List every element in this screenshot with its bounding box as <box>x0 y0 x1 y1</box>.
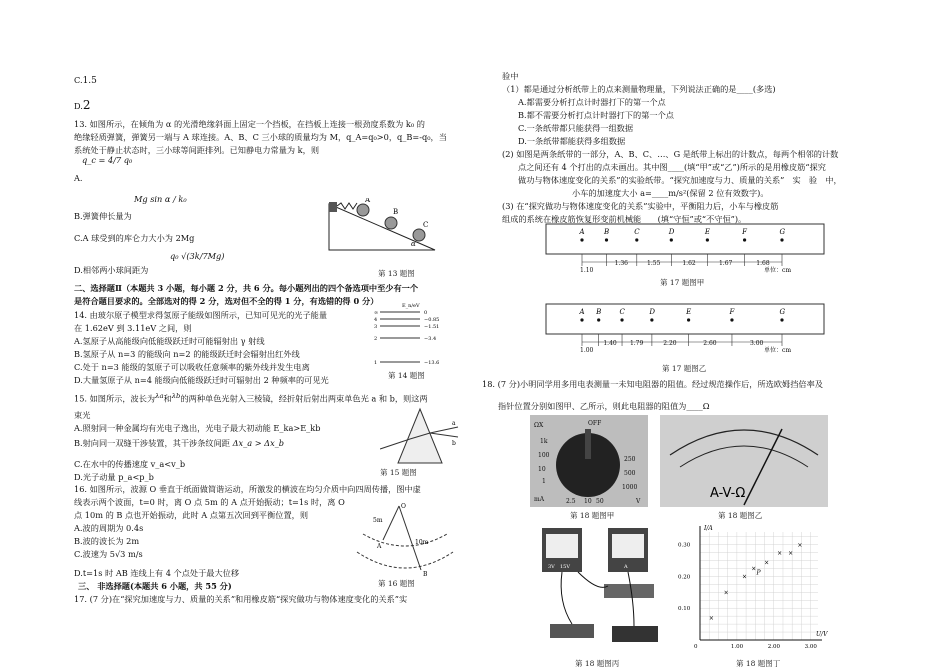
q13-option-b-formula: Mg sin α / k₀ <box>134 194 187 204</box>
svg-text:1: 1 <box>542 478 546 485</box>
tape-point <box>580 238 583 241</box>
svg-text:A: A <box>624 564 628 570</box>
svg-text:OFF: OFF <box>588 420 602 427</box>
q13-line2: 绝缘轻质弹簧，弹簧另一端与 A 球连接。A、B、C 三小球的质量均为 M，q_A=q₀>0，q_B=-q₀，当 <box>74 132 447 142</box>
q14-option-c: C.处于 n=3 能级的氢原子可以吸收任意频率的紫外线并发生电离 <box>74 362 310 372</box>
tape-point <box>687 318 690 321</box>
svg-text:−13.6: −13.6 <box>424 360 440 366</box>
q14-option-d: D.大量氢原子从 n=4 能级向低能级跃迁时可辐射出 2 种频率的可见光 <box>74 375 329 385</box>
q17-line1: 17. (7 分)在“探究加速度与力、质量的关系”和用橡皮筋“探究做功与物体速度变化的关系”实 <box>74 594 408 604</box>
q17-line2: 验中 <box>502 71 519 81</box>
y-tick-label: 0.20 <box>678 574 691 581</box>
tape-gap-label: 1.55 <box>647 260 661 267</box>
tape-gap-label: 1.10 <box>580 267 594 274</box>
q14-line1: 14. 由玻尔原子模型求得氢原子能级如图所示，已知可见光的光子能量 <box>74 310 328 320</box>
q16-line3: 点 10m 的 B 点也开始振动，此时 A 点第五次回到平衡位置，则 <box>74 510 309 520</box>
svg-text:0: 0 <box>424 310 428 316</box>
meter-face-photo <box>660 415 828 507</box>
svg-text:b: b <box>452 440 456 447</box>
section3-heading: 三、 非选择题(本题共 6 小题，共 55 分) <box>78 581 232 591</box>
data-point: × <box>797 541 803 549</box>
data-point: × <box>788 549 794 557</box>
svg-text:5m: 5m <box>373 517 383 524</box>
tape-yi-figure <box>540 302 830 354</box>
q13-option-d: D.相邻两小球间距为 <box>74 265 149 275</box>
sphere-b <box>385 217 397 229</box>
tape-point <box>620 318 623 321</box>
q15-line2: 束光 <box>74 410 91 420</box>
tape-gap-label: 1.62 <box>682 260 696 267</box>
data-point: × <box>708 614 714 622</box>
tape-point <box>650 318 653 321</box>
q14-figure-caption: 第 14 题图 <box>388 371 425 380</box>
tape-point-label: F <box>729 308 735 316</box>
svg-text:250: 250 <box>624 456 636 463</box>
svg-text:a: a <box>452 420 456 427</box>
q17-part1-option-b: B.都不需要分析打点计时器打下的第一个点 <box>518 110 674 120</box>
multimeter-dial-photo <box>530 415 648 507</box>
data-point: × <box>777 549 783 557</box>
svg-text:mA: mA <box>534 496 545 503</box>
tape-point-label: D <box>668 228 675 236</box>
q16-option-d: D.t=1s 时 AB 连线上有 4 个点处于最大位移 <box>74 568 240 578</box>
tape-gap-label: 1.36 <box>614 260 629 267</box>
fig18-ding-caption: 第 18 题图丁 <box>736 659 781 668</box>
q16-figure-caption: 第 16 题图 <box>378 579 415 588</box>
svg-text:O: O <box>401 503 406 510</box>
x-tick-label: 3.00 <box>804 644 817 650</box>
q15-option-c: C.在水中的传播速度 v_a<v_b <box>74 459 186 469</box>
svg-text:1: 1 <box>374 360 378 366</box>
svg-text:50: 50 <box>596 498 604 505</box>
svg-text:ΩX: ΩX <box>534 422 544 429</box>
section2-heading-line2: 是符合题目要求的。全部选对的得 2 分，选对但不全的得 1 分，有选错的得 0 分） <box>74 296 379 306</box>
tape-jia-caption: 第 17 题图甲 <box>660 278 705 287</box>
tape-point-label: C <box>619 308 625 316</box>
tape-point <box>730 318 733 321</box>
svg-text:4: 4 <box>374 317 378 323</box>
svg-text:100: 100 <box>538 452 550 459</box>
svg-text:α: α <box>411 240 416 248</box>
svg-text:∞: ∞ <box>374 310 379 316</box>
q15-option-a: A.照射同一种金属均有光电子逸出，光电子最大初动能 E_ka>E_kb <box>74 423 321 433</box>
tape-point-label: G <box>779 308 786 316</box>
section2-heading-line1: 二、选择题Ⅱ（本题共 3 小题，每小题 2 分，共 6 分。每小题列出的四个备选项中至少有一个 <box>74 283 419 293</box>
y-tick-label: 0.10 <box>678 606 691 613</box>
q14-line2: 在 1.62eV 到 3.11eV 之间，则 <box>74 323 192 333</box>
q15-option-d: D.光子动量 p_a<p_b <box>74 472 154 482</box>
svg-text:−3.4: −3.4 <box>424 336 437 342</box>
tape-yi-caption: 第 17 题图乙 <box>662 364 707 373</box>
svg-text:−0.85: −0.85 <box>424 317 440 323</box>
q16-wave-figure <box>355 500 455 578</box>
q17-part1-option-c: C.一条纸带都只能获得一组数据 <box>518 123 634 133</box>
iu-graph <box>678 520 828 658</box>
q16-line2: 线表示两个波面，t=0 时，离 O 点 5m 的 A 点开始振动；t=1s 时，离 O <box>74 497 345 507</box>
q13-incline-figure <box>325 198 445 268</box>
q13-option-b: B.弹簧伸长量为 <box>74 211 132 221</box>
tape-point-label: B <box>596 308 602 316</box>
q16-line1: 16. 如图所示，波源 O 垂直于纸面做简谐运动，所激发的横波在均匀介质中向四周传播，图中虚 <box>74 484 421 494</box>
q13-option-c: C.A 球受到的库仑力大小为 2Mg <box>74 233 195 243</box>
tape-point <box>706 238 709 241</box>
x-axis-label: U/V <box>816 631 828 638</box>
tape-point <box>580 318 583 321</box>
tape-point <box>670 238 673 241</box>
svg-text:B: B <box>393 208 399 216</box>
q14-option-a: A.氢原子从高能级向低能级跃迁时可能辐射出 γ 射线 <box>74 336 265 346</box>
tape-point-label: E <box>704 228 711 236</box>
svg-text:E_n/eV: E_n/eV <box>402 303 420 309</box>
tape-gap-label: 1.68 <box>756 260 770 267</box>
q17-part1: （1）都是通过分析纸带上的点来测量物理量，下列说法正确的是____(多选) <box>502 84 776 94</box>
q17-part2-line2: 点之间还有 4 个打出的点未画出。其中图____(填“甲”或“乙”)所示的是用橡皮筋“探究 <box>518 162 826 172</box>
tape-point-label: B <box>603 228 610 236</box>
svg-text:1k: 1k <box>540 438 548 445</box>
svg-text:B: B <box>423 571 428 578</box>
svg-text:2: 2 <box>374 336 378 342</box>
q15-figure-caption: 第 15 题图 <box>380 468 417 477</box>
svg-text:3V: 3V <box>548 564 555 570</box>
tape-point <box>605 238 608 241</box>
q17-part1-option-a: A.都需要分析打点计时器打下的第一个点 <box>518 97 666 107</box>
tape-gap-label: 2.20 <box>663 340 677 347</box>
tape-point <box>780 318 783 321</box>
svg-text:2.5: 2.5 <box>566 498 576 505</box>
q12-option-c: C.1.5 <box>74 75 97 86</box>
q17-part2-line1: (2) 如图是两条纸带的一部分，A、B、C、…、G 是纸带上标出的计数点，每两个相邻的计数 <box>502 149 839 159</box>
svg-text:A: A <box>377 543 382 550</box>
svg-text:V: V <box>636 498 641 505</box>
tape-gap-label: 1.79 <box>629 340 644 347</box>
y-axis-label: I/A <box>704 525 713 532</box>
tape-gap-label: 2.60 <box>703 340 717 347</box>
svg-text:1000: 1000 <box>622 484 638 491</box>
tape-point-label: E <box>686 308 692 316</box>
tape-point-label: C <box>634 228 640 236</box>
q17-part2-line4: 小车的加速度大小 a=____m/s²(保留 2 位有效数字)。 <box>572 188 769 198</box>
svg-text:500: 500 <box>624 470 636 477</box>
svg-text:A: A <box>365 198 371 204</box>
q15-prism-figure <box>380 405 460 467</box>
q13-option-a-formula: q_c = 4/7 q₀ <box>82 155 133 165</box>
circuit-photo <box>538 522 666 654</box>
svg-text:10m: 10m <box>415 539 429 546</box>
q13-figure-caption: 第 13 题图 <box>378 269 415 278</box>
q16-option-b: B.波的波长为 2m <box>74 536 140 546</box>
y-tick-label: 0.30 <box>678 542 691 549</box>
svg-text:10: 10 <box>538 466 546 473</box>
q17-part2-line3: 做功与物体速度变化的关系”的实验纸带。“探究加速度与力、质量的关系” 实 验 中， <box>518 175 842 185</box>
tape-gap-label: 1.67 <box>718 260 733 267</box>
q16-option-c: C.波速为 5√3 m/s <box>74 549 143 559</box>
fig18-jia-caption: 第 18 题图甲 <box>570 511 615 520</box>
q13-line3: 系统处于静止状态时，三小球等间距排列。已知静电力常量为 k，则 <box>74 145 320 155</box>
tape-point-label: F <box>742 228 747 236</box>
svg-text:A-V-Ω: A-V-Ω <box>710 486 746 501</box>
q15-option-b: B.射向同一双缝干涉装置，其干涉条纹间距 Δx_a > Δx_b <box>74 438 285 448</box>
tape-gap-label: 3.00 <box>749 340 764 347</box>
tape-point <box>743 238 746 241</box>
q15-line1: 15. 如图所示，波长为$^{\lambda a}$和$^{\lambda b}$的两种单色光射入三棱镜，经折射后射出两束单色光 a 和 b，则这两 <box>74 392 428 404</box>
tape-point-label: D <box>649 308 656 316</box>
tape-gap-label: 1.00 <box>580 347 594 354</box>
sphere-a <box>357 204 369 216</box>
tape-point-label: A <box>579 308 585 316</box>
q13-option-d-formula: q₀ √(3k/7Mg) <box>170 251 225 261</box>
svg-text:−1.51: −1.51 <box>424 324 440 330</box>
tape-point <box>597 318 600 321</box>
point-p-label: P <box>756 569 761 577</box>
tape-point-label: A <box>579 228 585 236</box>
data-point: × <box>742 573 748 581</box>
data-point: × <box>751 565 757 573</box>
x-tick-label: 0 <box>694 644 698 650</box>
data-point: × <box>764 559 770 567</box>
fig18-yi-caption: 第 18 题图乙 <box>718 511 763 520</box>
q18-line2: 指针位置分别如图甲、乙所示，则此电阻器的阻值为____Ω <box>498 401 710 411</box>
tape-point <box>635 238 638 241</box>
q13-option-a: A. <box>74 173 83 183</box>
svg-text:10: 10 <box>584 498 592 505</box>
svg-text:15V: 15V <box>560 564 570 570</box>
q14-energy-level-figure <box>372 300 452 370</box>
tape-unit-label: 单位：cm <box>764 347 792 354</box>
tape-gap-label: 1.40 <box>603 340 617 347</box>
svg-text:3: 3 <box>374 324 378 330</box>
svg-text:C: C <box>423 221 429 229</box>
fig18-bing-caption: 第 18 题图丙 <box>575 659 620 668</box>
q12-option-d: D.2 <box>74 98 91 112</box>
q17-part1-option-d: D.一条纸带都能获得多组数据 <box>518 136 626 146</box>
x-tick-label: 2.00 <box>767 644 780 650</box>
tape-unit-label: 单位：cm <box>764 267 792 274</box>
data-point: × <box>723 589 729 597</box>
q18-line1: 18. (7 分)小明同学用多用电表测量一未知电阻器的阻值。经过规范操作后，所选欧姆挡倍率及 <box>482 379 823 389</box>
q17-part3-line2: 组成的系统在橡皮筋恢复形变前机械能____(填“守恒”或“不守恒”)。 <box>502 214 747 224</box>
q14-option-b: B.氢原子从 n=3 的能级向 n=2 的能级跃迁时会辐射出红外线 <box>74 349 300 359</box>
q16-option-a: A.波的周期为 0.4s <box>74 523 144 533</box>
tape-point-label: G <box>779 228 786 236</box>
tape-point <box>780 238 783 241</box>
q17-part3-line1: (3) 在“探究做功与物体速度变化的关系”实验中，平衡阻力后，小车与橡皮筋 <box>502 201 779 211</box>
x-tick-label: 1.00 <box>730 644 744 650</box>
tape-jia-figure <box>540 222 830 274</box>
q13-line1: 13. 如图所示，在倾角为 α 的光滑绝缘斜面上固定一个挡板，在挡板上连接一根劲度系数为 k₀ 的 <box>74 119 425 129</box>
